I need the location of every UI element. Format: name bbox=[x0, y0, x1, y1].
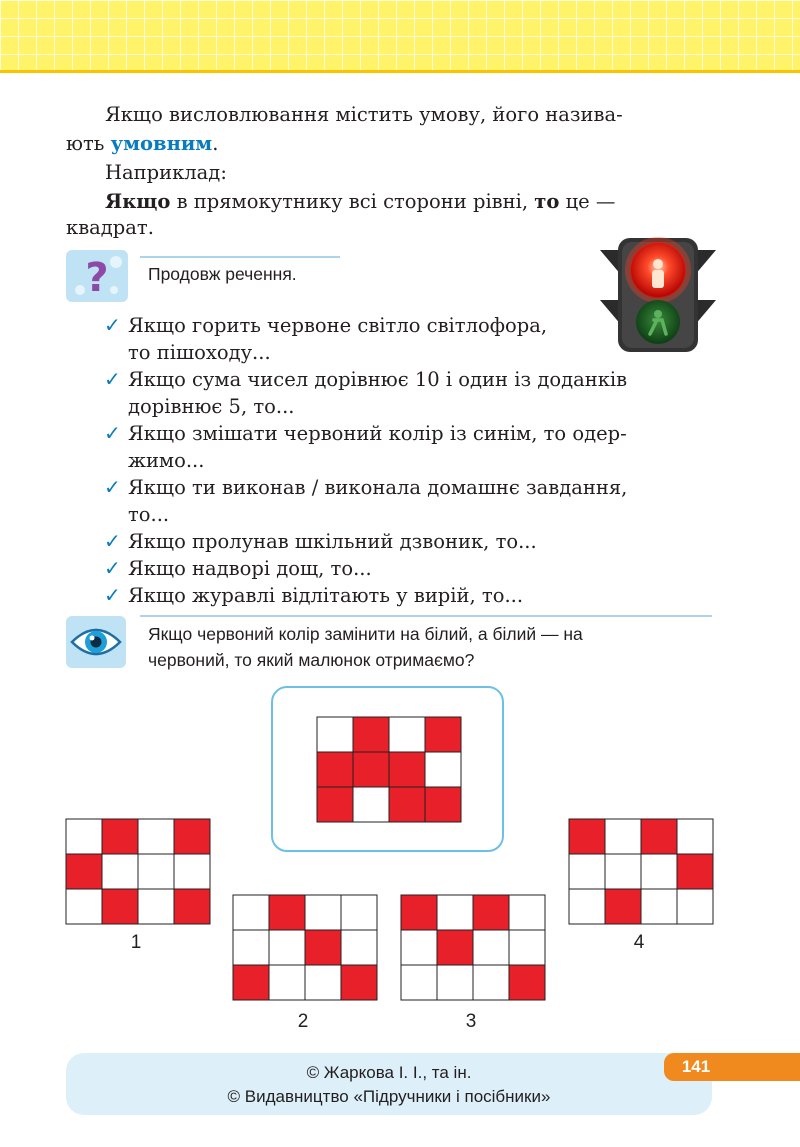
white-cell bbox=[641, 854, 677, 889]
white-cell bbox=[389, 717, 425, 752]
checkmark-icon: ✓ bbox=[104, 556, 121, 580]
list-item-line1: Якщо змішати червоний колір із синім, то одер- bbox=[128, 422, 627, 445]
top-grid-band bbox=[0, 0, 800, 73]
red-cell bbox=[233, 965, 269, 1000]
task1-instruction: Продовж речення. bbox=[148, 264, 297, 284]
white-cell bbox=[317, 717, 353, 752]
eye-icon bbox=[66, 616, 126, 668]
footer-copyright-authors: © Жаркова І. І., та ін. bbox=[306, 1063, 472, 1082]
white-cell bbox=[138, 889, 174, 924]
white-cell bbox=[341, 930, 377, 965]
option-label-3: 3 bbox=[465, 1011, 477, 1032]
intro-line2-start: ють bbox=[66, 132, 111, 155]
white-cell bbox=[66, 889, 102, 924]
list-item-line2: жимо... bbox=[128, 449, 205, 472]
list-item-line1: Якщо ти виконав / виконала домашнє завдання, bbox=[128, 476, 628, 499]
white-cell bbox=[341, 895, 377, 930]
list-item-line1: Якщо журавлі відлітають у вирій, то... bbox=[128, 584, 524, 607]
red-cell bbox=[66, 854, 102, 889]
list-item-line1: Якщо пролунав шкільний дзвоник, то... bbox=[128, 530, 537, 553]
white-cell bbox=[269, 965, 305, 1000]
checkmark-icon: ✓ bbox=[104, 583, 121, 607]
white-cell bbox=[138, 854, 174, 889]
option-grid-2[interactable] bbox=[232, 894, 378, 1001]
option-label-2: 2 bbox=[297, 1011, 309, 1032]
example-keyword-if: Якщо bbox=[105, 190, 171, 213]
example-label-text: Наприклад: bbox=[105, 161, 227, 184]
task2-divider bbox=[140, 615, 712, 617]
red-cell bbox=[341, 965, 377, 1000]
white-cell bbox=[305, 965, 341, 1000]
white-cell bbox=[353, 787, 389, 822]
red-cell bbox=[425, 787, 461, 822]
red-cell bbox=[102, 889, 138, 924]
list-item-line1: Якщо горить червоне світло світлофора, bbox=[128, 314, 548, 337]
grid-svg bbox=[65, 818, 211, 925]
white-cell bbox=[605, 854, 641, 889]
red-cell bbox=[317, 787, 353, 822]
red-cell bbox=[353, 752, 389, 787]
example-end: це — bbox=[559, 190, 616, 213]
white-cell bbox=[677, 889, 713, 924]
option-grid-4[interactable] bbox=[568, 818, 714, 925]
red-cell bbox=[569, 819, 605, 854]
option-label-1: 1 bbox=[130, 932, 142, 953]
white-cell bbox=[138, 819, 174, 854]
red-cell bbox=[174, 889, 210, 924]
red-cell bbox=[389, 752, 425, 787]
option-grid-3[interactable] bbox=[400, 894, 546, 1001]
task2-line2: червоний, то який малюнок отримаємо? bbox=[148, 650, 475, 670]
white-cell bbox=[102, 854, 138, 889]
option-label-4: 4 bbox=[633, 932, 645, 953]
white-cell bbox=[66, 819, 102, 854]
red-cell bbox=[401, 895, 437, 930]
red-cell bbox=[425, 717, 461, 752]
red-cell bbox=[389, 787, 425, 822]
red-cell bbox=[677, 854, 713, 889]
list-item bbox=[104, 420, 724, 474]
option-grid-1[interactable] bbox=[65, 818, 211, 925]
list-item-line2: дорівнює 5, то... bbox=[128, 395, 295, 418]
white-cell bbox=[569, 889, 605, 924]
grid-svg bbox=[568, 818, 714, 925]
grid-svg bbox=[232, 894, 378, 1001]
intro-line2-end: . bbox=[212, 132, 219, 155]
question-mark-icon bbox=[66, 250, 128, 302]
task1-items-list bbox=[104, 312, 724, 609]
checkmark-icon: ✓ bbox=[104, 421, 121, 445]
list-item bbox=[104, 474, 724, 528]
white-cell bbox=[269, 930, 305, 965]
white-cell bbox=[677, 819, 713, 854]
white-cell bbox=[233, 895, 269, 930]
red-cell bbox=[473, 895, 509, 930]
task1-divider bbox=[140, 256, 340, 258]
list-item-line1: Якщо сума чисел дорівнює 10 і один із доданків bbox=[128, 368, 628, 391]
red-cell bbox=[305, 930, 341, 965]
red-cell bbox=[174, 819, 210, 854]
white-cell bbox=[509, 930, 545, 965]
white-cell bbox=[569, 854, 605, 889]
list-item bbox=[104, 555, 724, 582]
page-number: 141 bbox=[681, 1057, 711, 1076]
red-cell bbox=[605, 889, 641, 924]
white-cell bbox=[305, 895, 341, 930]
red-cell bbox=[102, 819, 138, 854]
red-cell bbox=[269, 895, 305, 930]
white-cell bbox=[425, 752, 461, 787]
red-cell bbox=[353, 717, 389, 752]
white-cell bbox=[605, 819, 641, 854]
white-cell bbox=[473, 930, 509, 965]
example-middle: в прямокутнику всі сторони рівні, bbox=[170, 190, 535, 213]
example-line2: квадрат. bbox=[66, 216, 154, 239]
task2-line1: Якщо червоний колір замінити на білий, а білий — на bbox=[148, 624, 583, 644]
list-item bbox=[104, 582, 724, 609]
list-item-line2: то... bbox=[128, 503, 170, 526]
intro-paragraph-line2 bbox=[66, 129, 726, 158]
white-cell bbox=[233, 930, 269, 965]
red-cell bbox=[317, 752, 353, 787]
example-sentence bbox=[105, 187, 725, 216]
list-item bbox=[104, 528, 724, 555]
white-cell bbox=[401, 965, 437, 1000]
white-cell bbox=[174, 854, 210, 889]
red-cell bbox=[509, 965, 545, 1000]
checkmark-icon: ✓ bbox=[104, 367, 121, 391]
checkmark-icon: ✓ bbox=[104, 529, 121, 553]
white-cell bbox=[401, 930, 437, 965]
checkmark-icon: ✓ bbox=[104, 313, 121, 337]
example-label bbox=[105, 158, 725, 187]
example-keyword-then: то bbox=[534, 190, 560, 213]
red-cell bbox=[437, 930, 473, 965]
svg-text:?: ? bbox=[85, 255, 109, 301]
white-cell bbox=[437, 895, 473, 930]
footer-copyright-publisher: © Видавництво «Підручники і посібники» bbox=[227, 1087, 551, 1106]
red-cell bbox=[641, 819, 677, 854]
grid-svg bbox=[316, 716, 462, 823]
keyword-umovnym: умовним bbox=[110, 132, 213, 155]
grid-svg bbox=[400, 894, 546, 1001]
white-cell bbox=[473, 965, 509, 1000]
white-cell bbox=[509, 895, 545, 930]
white-cell bbox=[641, 889, 677, 924]
main-grid bbox=[316, 716, 462, 823]
intro-paragraph bbox=[105, 100, 725, 129]
list-item-line2: то пішоходу... bbox=[128, 341, 271, 364]
list-item bbox=[104, 366, 724, 420]
checkmark-icon: ✓ bbox=[104, 475, 121, 499]
white-cell bbox=[437, 965, 473, 1000]
intro-line1: Якщо висловлювання містить умову, його назива- bbox=[105, 103, 623, 126]
list-item-line1: Якщо надворі дощ, то... bbox=[128, 557, 372, 580]
list-item bbox=[104, 312, 724, 366]
